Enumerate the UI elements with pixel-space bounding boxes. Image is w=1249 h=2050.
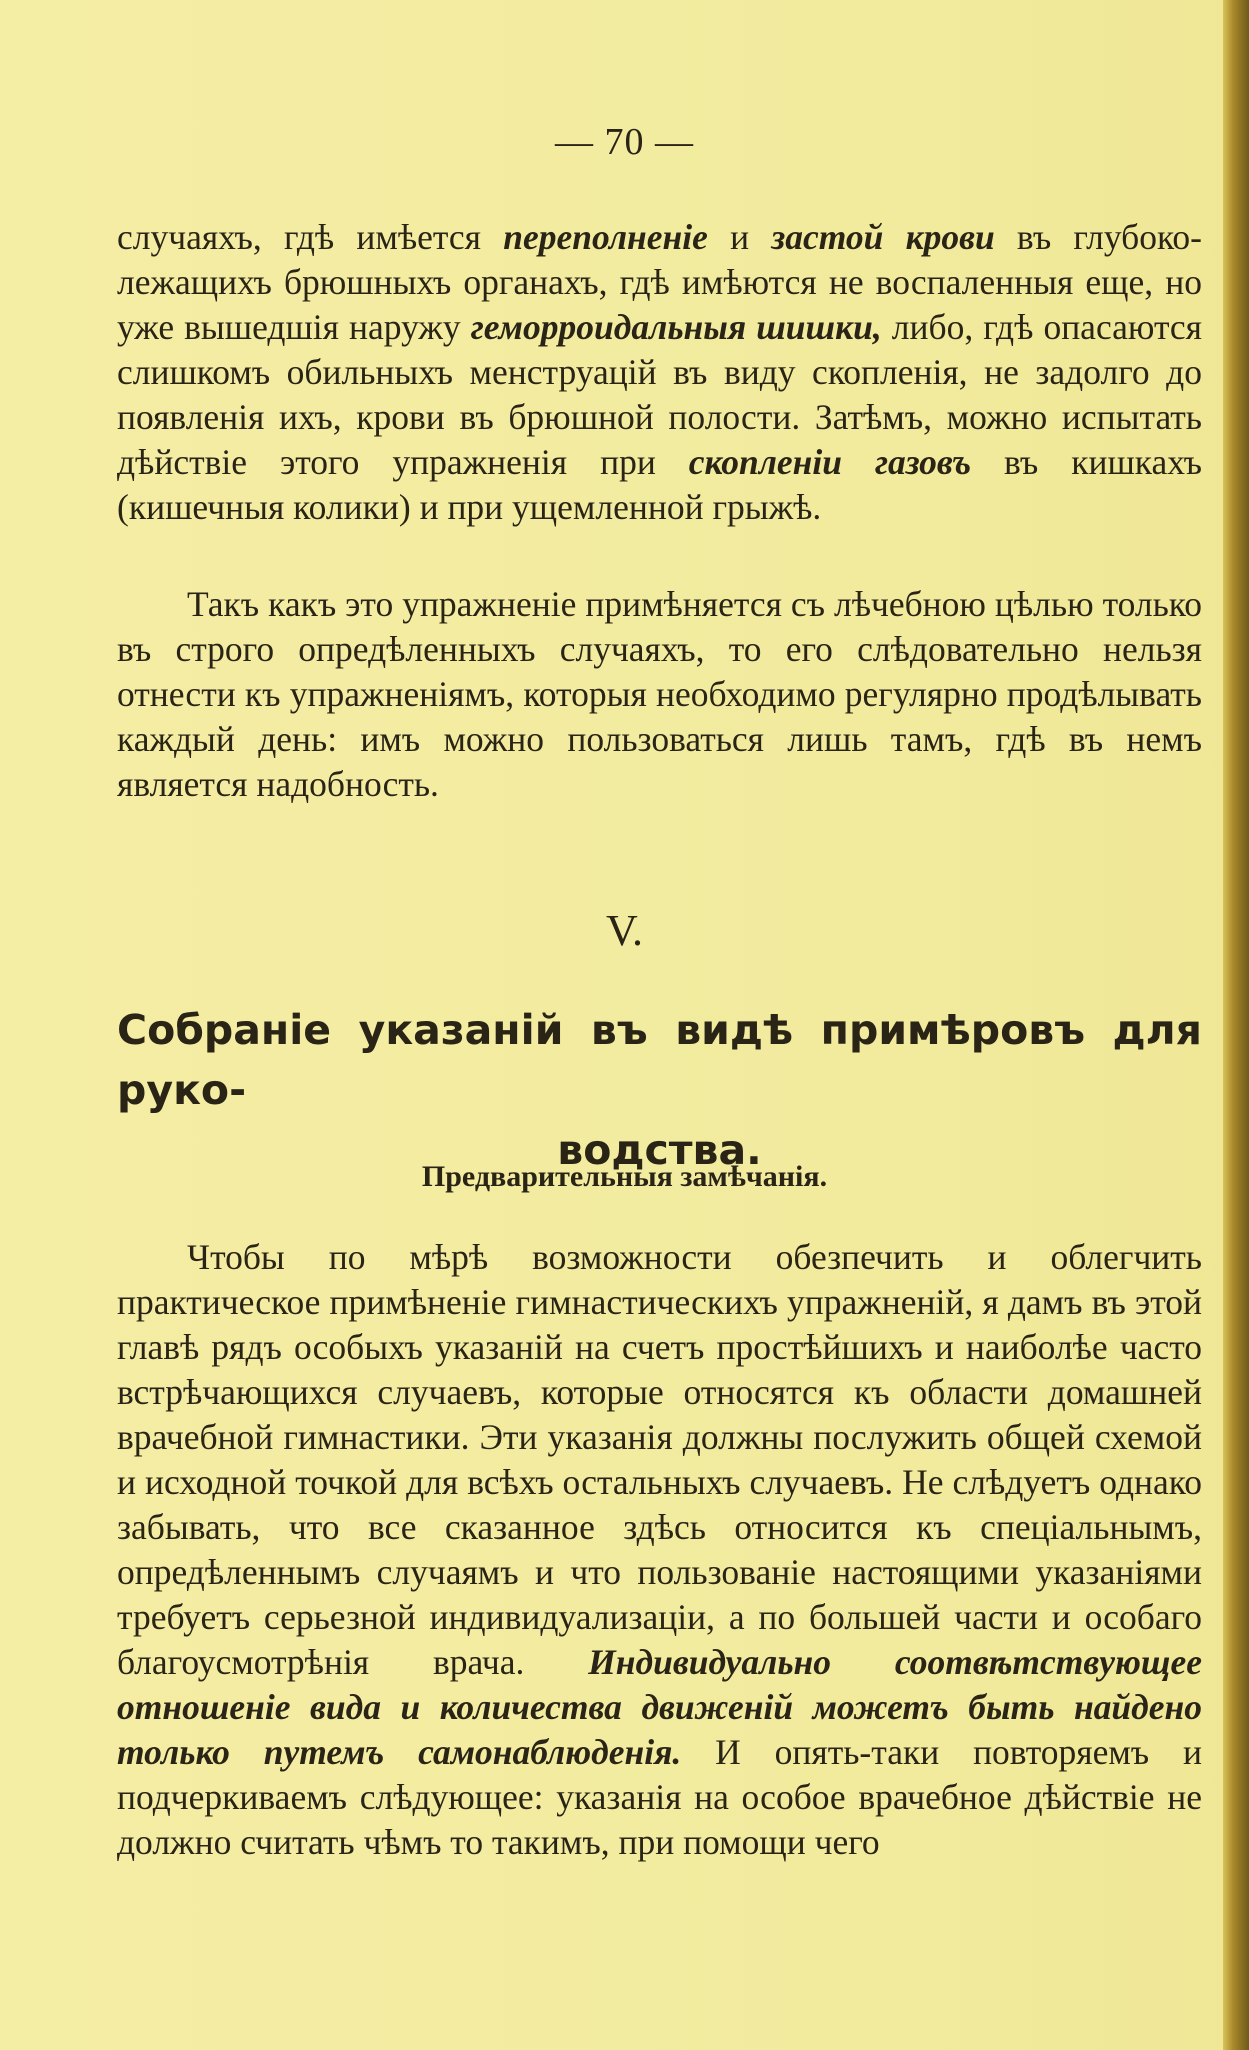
text-span: случаяхъ, гдѣ имѣется: [117, 217, 504, 257]
text-span: либо, гдѣ опасаются слишкомъ обильныхъ менструацій въ виду скопленія, не задолго до появленія ихъ, крови въ брюшной полости. Затѣмъ, можно испытать дѣйствіе этого упражненія при: [117, 307, 1202, 482]
text-span: и: [707, 217, 772, 257]
page-number: — 70 —: [555, 121, 694, 163]
section-number: V.: [605, 906, 644, 955]
text-span: И опять-таки повторяемъ и подчеркиваемъ слѣдующее: указанія на особое врачебное дѣйствіе не должно считать чѣмъ то такимъ, при помощи чего: [117, 1732, 1202, 1862]
section-title: [117, 1000, 1202, 1180]
text-span: Чтобы по мѣрѣ возможности обезпечить и облегчить практическое примѣненіе гимнастическихъ упражненій, я дамъ въ этой главѣ рядъ особыхъ указаній на счетъ простѣйшихъ и наиболѣе часто встрѣчающихся случаевъ, которые относятся къ области домашней врачебной гимнастики. Эти указанія должны послужить общей схемой и исходной точкой для всѣхъ остальныхъ случаевъ. Не слѣдуетъ однако забывать, что все сказанное здѣсь относится къ спеціальнымъ, опредѣленнымъ случаямъ и что пользованіе настоящими указаніями требуетъ серьезной индивидуализаціи, а по большей части и особаго благоусмотрѣнія врача.: [117, 1237, 1202, 1682]
italic-span: переполненіе: [503, 217, 708, 257]
paragraph-3: [117, 1235, 1202, 1865]
section-title-line-2: водства.: [557, 1126, 762, 1174]
italic-span: геморроидальныя шишки,: [470, 307, 882, 347]
page-edge-shadow: [1223, 0, 1249, 2050]
subheading: Предварительныя замѣчанія.: [421, 1160, 828, 1193]
italic-span: скопленіи газовъ: [688, 442, 972, 482]
text-span: въ кишкахъ (кишечныя колики) и при ущемленной грыжѣ.: [117, 442, 1203, 527]
italic-span: застой крови: [771, 217, 995, 257]
paragraph-1: [117, 215, 1202, 530]
text-span: въ глубоко-лежащихъ брюшныхъ органахъ, гдѣ имѣются не воспаленныя еще, но уже вышедшія наружу: [117, 217, 1203, 347]
section-title-line-1: Собраніе указаній въ видѣ примѣровъ для руко-: [117, 1006, 1202, 1114]
paragraph-2: Такъ какъ это упражненіе примѣняется съ лѣчебною цѣлью только въ строго опредѣленныхъ случаяхъ, то его слѣдовательно нельзя отнести къ упражненіямъ, которыя необходимо регулярно продѣлывать каждый день: имъ можно пользоваться лишь тамъ, гдѣ въ немъ является надобность.: [117, 584, 1202, 804]
italic-span: Индивидуально соотвѣтствующее отношеніе вида и количества движеній можетъ быть найдено только путемъ самонаблюденія.: [117, 1642, 1202, 1772]
